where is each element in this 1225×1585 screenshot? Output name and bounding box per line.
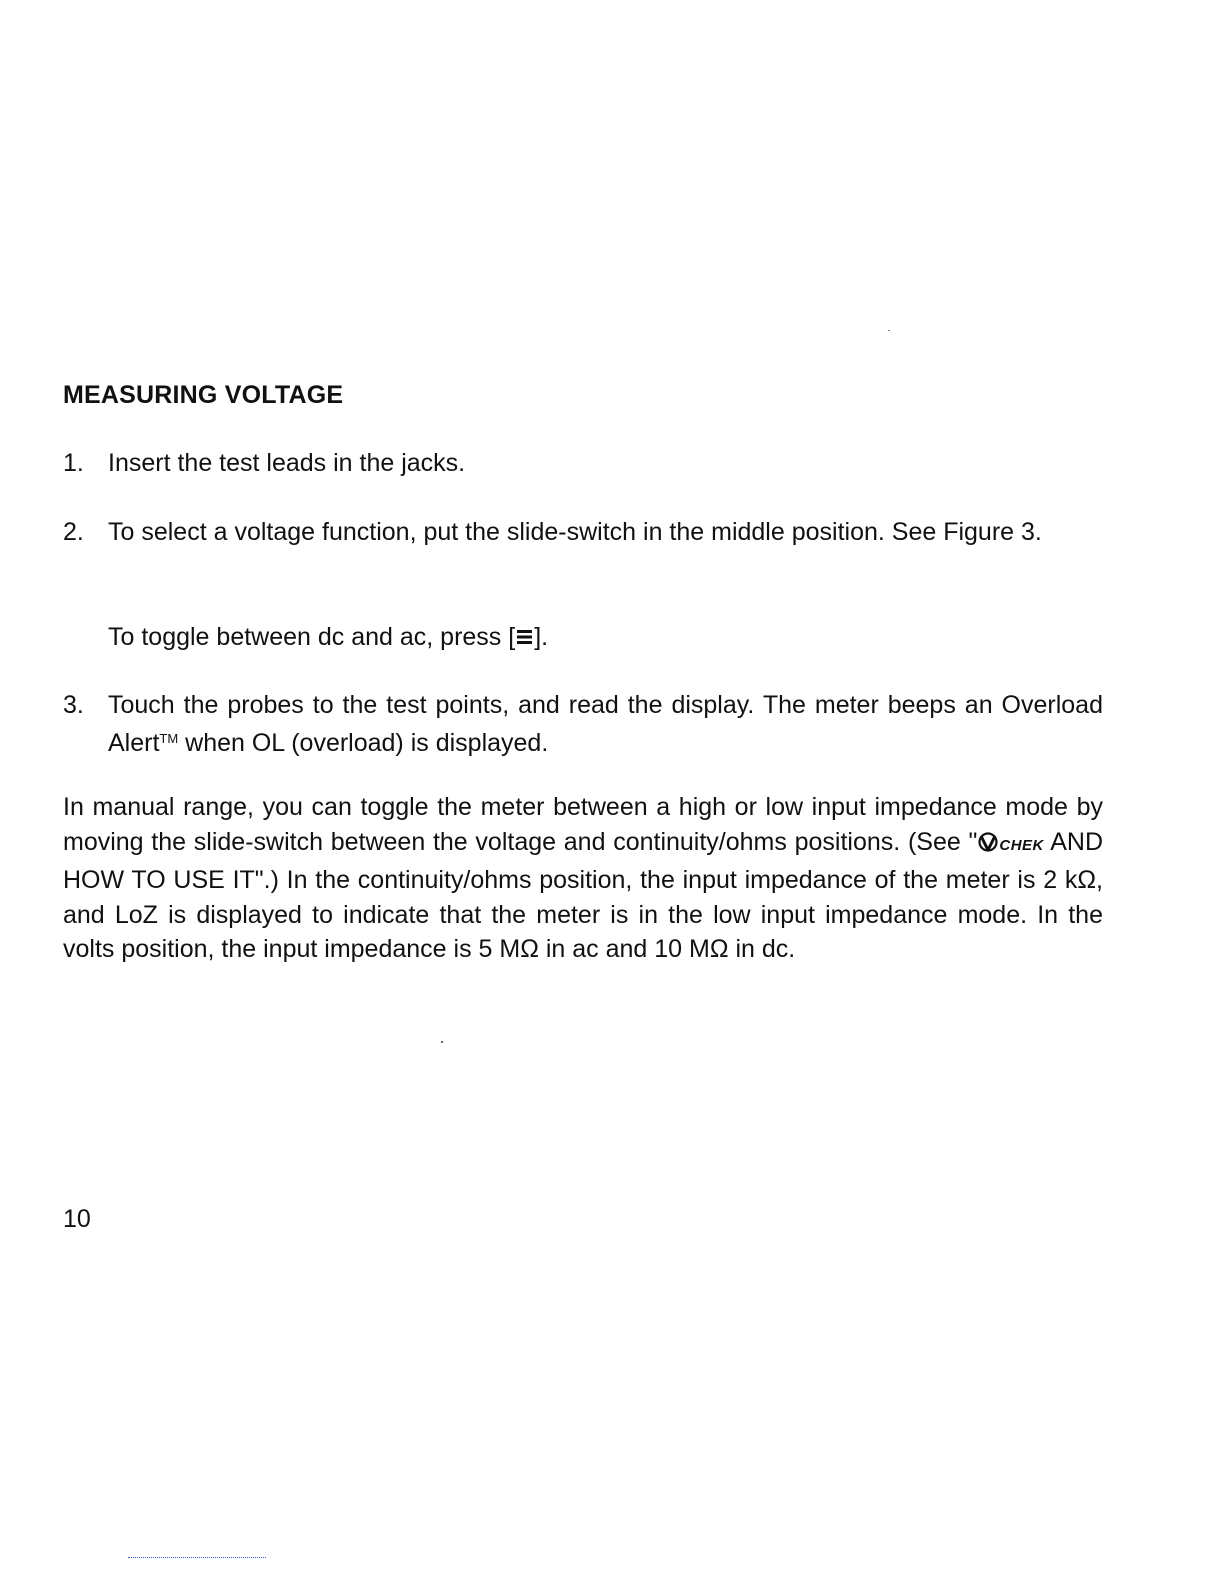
step-number: 2. bbox=[63, 518, 84, 546]
scan-speck bbox=[888, 330, 890, 331]
toggle-instruction bbox=[108, 620, 1103, 654]
step-text-part: when OL (overload) is displayed. bbox=[178, 729, 549, 757]
step-text bbox=[108, 688, 1103, 760]
trademark-mark: TM bbox=[159, 731, 179, 746]
step-3 bbox=[63, 688, 1103, 760]
v-check-word: CHEK bbox=[999, 836, 1044, 854]
section-heading: MEASURING VOLTAGE bbox=[63, 381, 344, 409]
step-text-part: Touch the probes to the test points, and read the display. The meter beeps an Overload Alert bbox=[108, 691, 1103, 757]
impedance-paragraph bbox=[63, 790, 1103, 967]
step-text: Insert the test leads in the jacks. bbox=[108, 449, 466, 477]
paragraph-part-1: In manual range, you can toggle the meter between a high or low input impedance mode by moving the slide-switch between the voltage and continuity/ohms positions. (See " bbox=[63, 793, 1103, 856]
step-2 bbox=[63, 515, 1103, 549]
step-text: To select a voltage function, put the slide-switch in the middle position. See Figure 3. bbox=[108, 518, 1042, 546]
toggle-text-before: To toggle between dc and ac, press [ bbox=[108, 623, 516, 651]
step-2-toggle-note bbox=[63, 620, 1103, 654]
toggle-text-after: ]. bbox=[534, 623, 549, 651]
step-number: 1. bbox=[63, 449, 84, 477]
v-check-icon bbox=[977, 831, 999, 853]
scan-speck bbox=[441, 1041, 443, 1043]
scan-artifact-line bbox=[128, 1557, 266, 1558]
page-number: 10 bbox=[63, 1205, 91, 1233]
paragraph-part-2: AND HOW TO USE IT".) In the continuity/ohms position, the input impedance of the meter is 2 kΩ, and LoZ is displayed to indicate that the meter is in the low input impedance mode. In the volts position, the input impedance is 5 MΩ in ac and 10 MΩ in dc. bbox=[63, 827, 1104, 963]
dc-ac-select-key-icon bbox=[516, 626, 533, 648]
step-1 bbox=[63, 446, 1103, 480]
step-number: 3. bbox=[63, 691, 84, 719]
